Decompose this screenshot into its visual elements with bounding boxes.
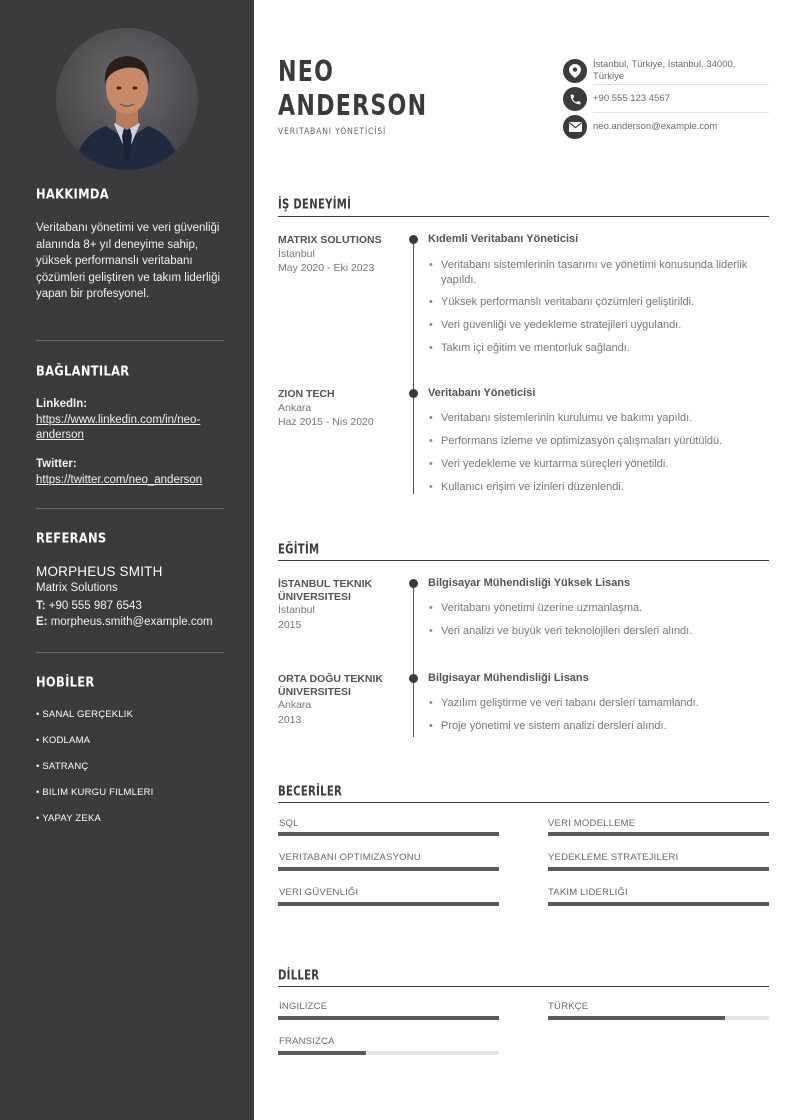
reference-email-value: morpheus.smith@example.com	[50, 616, 213, 628]
hobby-item: • KODLAMA	[36, 735, 91, 746]
skill-bar	[548, 902, 769, 906]
experience-dates: Haz 2015 - Nis 2020	[278, 416, 374, 428]
sidebar-divider	[36, 652, 224, 653]
education-org: İSTANBUL TEKNIK ÜNIVERSITESI	[278, 578, 373, 603]
experience-bullet: • Veri güvenliği ve yedekleme stratejileri uygulandı.	[429, 318, 759, 333]
address-text: İstanbul, Türkiye, İstanbul, 34000, Türkiye	[593, 59, 736, 82]
skill-label: TAKIM LIDERLIĞI	[548, 887, 628, 898]
link-linkedin	[36, 397, 231, 444]
experience-role: Veritabanı Yöneticisi	[428, 387, 536, 399]
skill-bar-fill	[278, 867, 499, 871]
language-bar-fill	[548, 1016, 725, 1020]
language-bar	[548, 1016, 769, 1020]
education-bullet: • Veritabanı yönetimi üzerine uzmanlaşma.	[429, 601, 759, 616]
language-bar	[278, 1051, 499, 1055]
experience-dates: May 2020 - Eki 2023	[278, 262, 375, 274]
avatar	[56, 28, 198, 170]
experience-timeline	[413, 240, 414, 494]
reference-email	[36, 616, 213, 628]
language-label: FRANSIZCA	[279, 1036, 335, 1047]
hobby-item: • SATRANÇ	[36, 761, 89, 772]
reference-title: REFERANS	[36, 530, 107, 547]
education-city: Ankara	[278, 699, 312, 711]
experience-bullet: • Takım içi eğitim ve mentorluk sağlandı.	[429, 341, 759, 356]
skill-label: SQL	[279, 818, 299, 829]
links-title: BAĞLANTILAR	[36, 363, 130, 380]
experience-bullet: • Veritabanı sistemlerinin kurulumu ve bakımı yapıldı.	[429, 411, 759, 426]
sidebar-divider	[36, 340, 224, 341]
skill-label: VERITABANI OPTIMIZASYONU	[279, 852, 421, 863]
language-bar-fill	[278, 1016, 499, 1020]
experience-city: Ankara	[278, 402, 312, 414]
language-label: İNGILIZCE	[279, 1001, 328, 1012]
skill-bar-fill	[548, 902, 769, 906]
education-org: ORTA DOĞU TEKNIK ÜNIVERSITESI	[278, 673, 383, 698]
skill-bar	[278, 867, 499, 871]
timeline-dot	[409, 235, 418, 244]
section-rule	[278, 216, 769, 217]
experience-bullet: • Kullanıcı erişim ve izinleri düzenlendi.	[429, 480, 759, 495]
map-pin-icon	[563, 59, 587, 83]
languages-title: DİLLER	[278, 967, 320, 983]
link-label: Twitter:	[36, 458, 77, 470]
hobby-item: • YAPAY ZEKA	[36, 813, 102, 824]
experience-bullet: • Performans izleme ve optimizasyon çalışmaları yürütüldü.	[429, 434, 759, 449]
skill-label: VERI GÜVENLIĞI	[279, 887, 359, 898]
sidebar-divider	[36, 508, 224, 509]
experience-bullet: • Veritabanı sistemlerinin tasarımı ve yönetimi konusunda liderlik yapıldı.	[429, 258, 759, 288]
contact-separator	[593, 112, 769, 113]
profile-photo-icon	[56, 28, 198, 170]
hobbies-title: HOBİLER	[36, 674, 95, 691]
twitter-link[interactable]: https://twitter.com/neo_anderson	[36, 473, 203, 486]
experience-org: ZION TECH	[278, 388, 335, 400]
education-bullet: • Yazılım geliştirme ve veri tabanı dersleri tamamlandı.	[429, 696, 759, 711]
section-rule	[278, 802, 769, 803]
skill-bar	[278, 902, 499, 906]
experience-city: İstanbul	[278, 248, 315, 260]
reference-name: MORPHEUS SMITH	[36, 564, 163, 579]
experience-bullet: • Yüksek performanslı veritabanı çözümleri geliştirildi.	[429, 295, 759, 310]
skill-bar	[548, 867, 769, 871]
education-bullet: • Proje yönetimi ve sistem analizi dersleri alındı.	[429, 719, 759, 734]
education-year: 2013	[278, 714, 302, 726]
phone-icon	[563, 87, 587, 111]
skill-bar-fill	[278, 832, 499, 836]
link-label: LinkedIn:	[36, 398, 88, 410]
skills-title: BECERİLER	[278, 783, 343, 799]
link-twitter	[36, 457, 231, 488]
skill-bar	[278, 832, 499, 836]
skill-label: VERI MODELLEME	[548, 818, 636, 829]
reference-phone-label: T:	[36, 600, 46, 612]
education-degree: Bilgisayar Mühendisliği Yüksek Lisans	[428, 577, 631, 589]
education-bullet: • Veri analizi ve büyük veri teknolojileri dersleri alındı.	[429, 624, 759, 639]
last-name: ANDERSON	[278, 90, 428, 123]
experience-role: Kıdemli Veritabanı Yöneticisi	[428, 233, 579, 245]
job-title: VERITABANI YÖNETİCİSİ	[278, 127, 387, 137]
skill-bar-fill	[548, 832, 769, 836]
education-title: EĞİTİM	[278, 541, 320, 557]
reference-phone	[36, 600, 142, 612]
skill-bar	[548, 832, 769, 836]
phone-text: +90 555 123 4567	[593, 93, 670, 104]
timeline-dot	[409, 674, 418, 683]
language-bar-fill	[278, 1051, 366, 1055]
first-name: NEO	[278, 56, 335, 89]
timeline-dot	[409, 389, 418, 398]
reference-phone-value: +90 555 987 6543	[48, 600, 142, 612]
contact-separator	[593, 84, 769, 85]
education-degree: Bilgisayar Mühendisliği Lisans	[428, 672, 589, 684]
experience-title: İŞ DENEYİMİ	[278, 196, 352, 212]
language-bar	[278, 1016, 499, 1020]
hobby-item: • SANAL GERÇEKLIK	[36, 709, 134, 720]
experience-bullet: • Veri yedekleme ve kurtarma süreçleri yönetildi.	[429, 457, 759, 472]
about-title: HAKKIMDA	[36, 186, 109, 203]
education-year: 2015	[278, 619, 302, 631]
section-rule	[278, 560, 769, 561]
language-label: TÜRKÇE	[548, 1001, 589, 1012]
skill-bar-fill	[278, 902, 499, 906]
hobby-item: • BILIM KURGU FILMLERI	[36, 787, 154, 798]
reference-email-label: E:	[36, 616, 48, 628]
education-city: İstanbul	[278, 604, 315, 616]
reference-company: Matrix Solutions	[36, 582, 118, 594]
envelope-icon	[563, 115, 587, 139]
about-text: Veritabanı yönetimi ve veri güvenliği alanında 8+ yıl deneyime sahip, yüksek performanslı veritabanı çözümleri geliştiren ve takım liderliği yapan bir profesyonel.	[36, 222, 221, 301]
education-timeline	[413, 583, 414, 737]
skill-label: YEDEKLEME STRATEJILERI	[548, 852, 679, 863]
email-text: neo.anderson@example.com	[593, 121, 718, 132]
skill-bar-fill	[548, 867, 769, 871]
experience-org: MATRIX SOLUTIONS	[278, 234, 382, 246]
section-rule	[278, 986, 769, 987]
timeline-dot	[409, 579, 418, 588]
sidebar	[0, 0, 254, 1120]
linkedin-link[interactable]: https://www.linkedin.com/in/neo-anderson	[36, 413, 201, 441]
